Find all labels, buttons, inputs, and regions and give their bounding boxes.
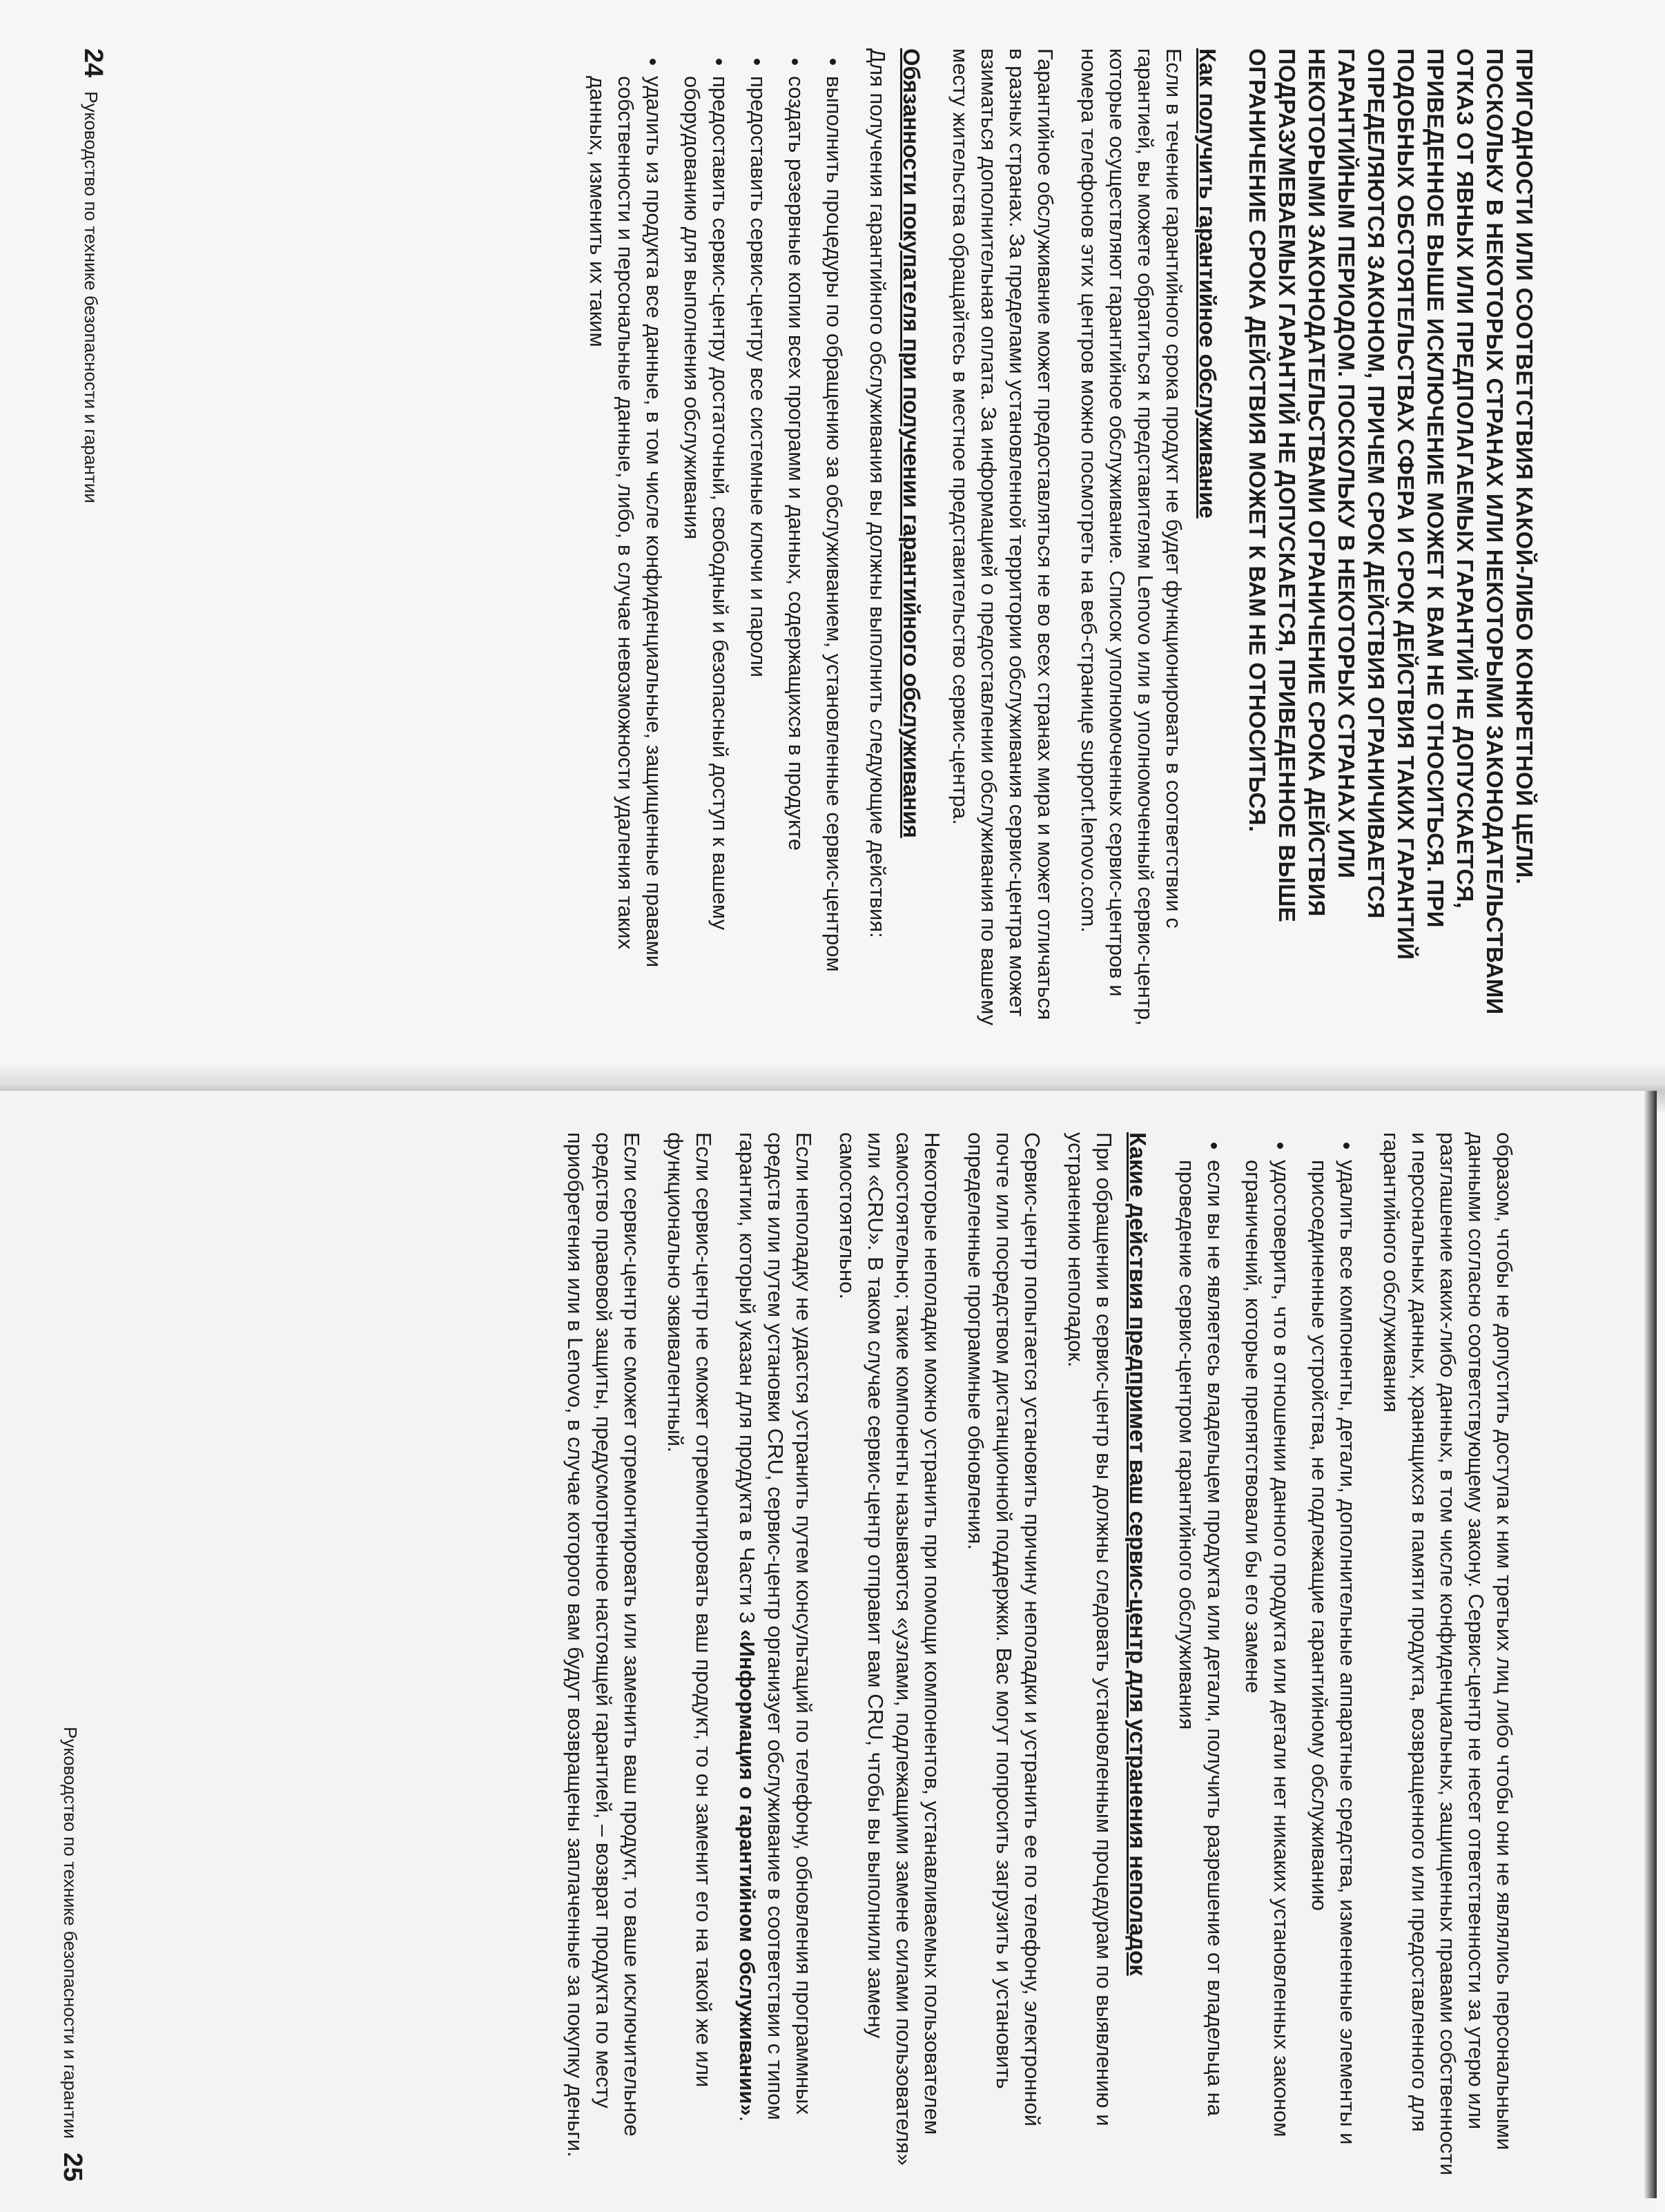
list-item: • создать резервные копии всех программ и данных, содержащихся в продукте — [782, 76, 810, 1029]
list-item: • предоставить сервис-центру все системные ключи и пароли — [744, 76, 772, 1029]
list-item: • предоставить сервис-центру достаточный, свободный и безопасный доступ к вашему оборудованию для выполнения обслуживания — [678, 76, 734, 1029]
section1-paragraph-1: Если в течение гарантийного срока продукт не будет функционировать в соответствии с гарантией, вы можете обратиться к представителям Lenovo или в уполномоченный сервис-центр, которые осуществляют гарантийное обслуживание. Список уполномоченных сервис-центров и номера телефонов этих центров можно посмотреть на веб-странице support.lenovo.com. — [1077, 48, 1186, 1026]
disclaimer-caps-paragraph: ПРИГОДНОСТИ ИЛИ СООТВЕТСТВИЯ КАКОЙ-ЛИБО КОНКРЕТНОЙ ЦЕЛИ. ПОСКОЛЬКУ В НЕКОТОРЫХ СТРАНАХ ИЛИ НЕКОТОРЫМИ ЗАКОНОДАТЕЛЬСТВАМИ ОТКАЗ ОТ ЯВНЫХ ИЛИ ПРЕДПОЛАГАЕМЫХ ГАРАНТИЙ НЕ ДОПУСКАЕТСЯ, ПРИВЕДЕННОЕ ВЫШЕ ИСКЛЮЧЕНИЕ МОЖЕТ К ВАМ НЕ ОТНОСИТЬСЯ. ПРИ ПОДОБНЫХ ОБСТОЯТЕЛЬСТВАХ СФЕРА И СРОК ДЕЙСТВИЯ ТАКИХ ГАРАНТИЙ ОПРЕДЕЛЯЮТСЯ ЗАКОНОМ, ПРИЧЕМ СРОК ДЕЙСТВИЯ ОГРАНИЧИВАЕТСЯ ГАРАНТИЙНЫМ ПЕРИОДОМ. ПОСКОЛЬКУ В НЕКОТОРЫХ СТРАНАХ ИЛИ НЕКОТОРЫМИ ЗАКОНОДАТЕЛЬСТВАМИ ОГРАНИЧЕНИЕ СРОКА ДЕЙСТВИЯ ПОДРАЗУМЕВАЕМЫХ ГАРАНТИЙ НЕ ДОПУСКАЕТСЯ, ПРИВЕДЕННОЕ ВЫШЕ ОГРАНИЧЕНИЕ СРОКА ДЕЙСТВИЯ МОЖЕТ К ВАМ НЕ ОТНОСИТЬСЯ. — [1245, 48, 1537, 1015]
section3-paragraph-1: При обращении в сервис-центр вы должны следовать установленным процедурам по выявлению и устранению неполадок. — [1064, 1132, 1116, 2126]
continuation-paragraph: образом, чтобы не допустить доступа к ним третьих лиц либо чтобы они не являлись персональными данными согласно соответствующему закону. Сервис-центр не несет ответственности за утерю или разглашение каких-либо данных, в том числе конфиденциальных, защищенных правами собственности и персональных данных, хранящихся в памяти продукта, возвращенного или предоставленного для гарантийного обслуживания — [1379, 1132, 1517, 2175]
page-24-content — [35, 48, 1539, 1029]
list-item: • если вы не являетесь владельцем продукта или детали, получить разрешение от владельца на проведение сервис-центром гарантийного обслуживания — [1173, 1160, 1229, 2182]
section3-paragraph-6: Если сервис-центр не сможет отремонтировать или заменить ваш продукт, то ваше исключительное средство правовой защиты, предусмотренное настоящей гарантией, – возврат продукта по месту приобретения или в Lenovo, в случае которого вам будут возвращены заплаченные за покупку деньги. — [563, 1132, 644, 2157]
bold-reference: «Информация о гарантийном обслуживании» — [735, 1629, 759, 2116]
section3-paragraph-4 — [733, 1132, 818, 2182]
list-item: • удалить все компоненты, детали, дополнительные аппаратные средства, измененные элементы и присоединенные устройства, не подлежащие гарантийному обслуживанию — [1305, 1160, 1362, 2182]
obligations-list-continued — [1173, 1132, 1362, 2182]
page-number: 24 — [79, 48, 108, 78]
obligations-list — [583, 48, 848, 1029]
page-24 — [0, 0, 1665, 1077]
section-heading-troubleshooting: Какие действия предпримет ваш сервис-центр для устранения неполадок — [1125, 1132, 1151, 1976]
section3-paragraph-5: Если сервис-центр не сможет отремонтировать ваш продукт, то он заменит его на такой же или функционально эквивалентный. — [663, 1132, 716, 2088]
section1-paragraph-2: Гарантийное обслуживание может предоставляться не во всех странах мира и может отличаться в разных странах. За пределами установленной территории обслуживания сервис-центра может взиматься дополнительная оплата. За информацией о предоставлении обслуживания по вашему месту жительства обращайтесь в местное представительство сервис-центра. — [948, 48, 1058, 1026]
text-run: . — [735, 2115, 759, 2122]
text-run: Если неполадку не удастся устранить путем консультаций по телефону, обновления программных средств или путем установки CRU, сервис-центр организует обслуживание в соответствии с типом гарантии, который указан для продукта в Части 3 — [735, 1132, 816, 2120]
list-item: • выполнить процедуры по обращению за обслуживанием, установленные сервис-центром — [820, 76, 848, 1029]
section3-paragraph-3: Некоторые неполадки можно устранить при помощи компонентов, устанавливаемых пользователем самостоятельно; такие компоненты называются «узлами, подлежащими замене силами пользователя» или «CRU». В таком случае сервис-центр отправит вам CRU, чтобы вы выполнили замену самостоятельно. — [835, 1132, 944, 2166]
footer-title: Руководство по технике безопасности и гарантии — [81, 91, 101, 503]
list-item: • удостоверить, что в отношении данного продукта или детали нет никаких установленных законом ограничений, которые препятствовали бы его замене — [1239, 1160, 1296, 2182]
footer-title: Руководство по технике безопасности и гарантии — [60, 1727, 81, 2139]
section-heading-customer-obligations: Обязанности покупателя при получении гарантийного обслуживания — [899, 48, 924, 838]
page-edge-shadow — [1644, 1091, 1657, 2198]
page-25-content — [14, 1132, 1519, 2182]
section3-paragraph-2: Сервис-центр попытается установить причину неполадки и устранить ее по телефону, электронной почте или посредством дистанционной поддержки. Вас могут попросить загрузить и установить определенные программные обновления. — [964, 1132, 1044, 2127]
page-25-footer — [58, 1132, 87, 2182]
page-25 — [0, 1091, 1657, 2212]
page-number: 25 — [58, 2152, 87, 2182]
list-item: • удалить из продукта все данные, в том числе конфиденциальные, защищенные правами собственности и персональные данные, либо, в случае невозможности удаления таких данных, изменить их таким — [583, 76, 668, 1029]
section2-intro: Для получения гарантийного обслуживания вы должны выполнить следующие действия: — [866, 48, 890, 938]
page-24-footer — [79, 48, 108, 1029]
section-heading-how-to-get-service: Как получить гарантийное обслуживание — [1195, 48, 1220, 518]
